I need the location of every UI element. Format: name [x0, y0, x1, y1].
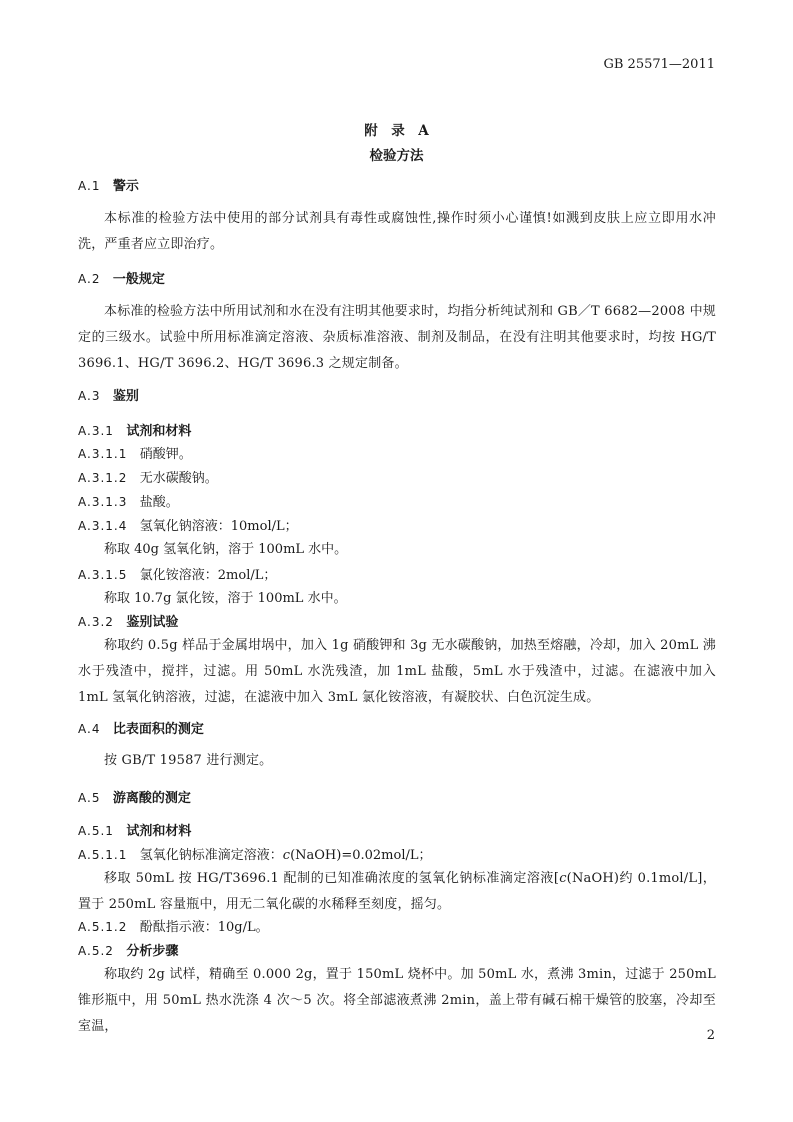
- item-number: A.3.1.3: [78, 495, 128, 509]
- item-text: 氯化铵溶液：2mol/L；: [139, 568, 277, 583]
- item-number: A.5.1.2: [78, 920, 128, 934]
- item-number: A.3.1.5: [78, 568, 128, 582]
- section-a5-heading: [78, 789, 191, 808]
- section-a52-heading: [78, 942, 178, 961]
- section-a2-paragraph: 本标准的检验方法中所用试剂和水在没有注明其他要求时，均指分析纯试剂和 GB／T 6682—2008 中规定的三级水。试验中所用标准滴定溶液、杂质标准溶液、制剂及制品，在没有注明其他要求时，均按 HG/T 3696.1、HG/T 3696.2、HG/T 3696.3 之规定制备。: [78, 304, 716, 371]
- section-a4-paragraph: 按 GB/T 19587 进行测定。: [104, 753, 273, 768]
- section-title: 试剂和材料: [126, 824, 192, 839]
- standard-code: GB 25571—2011: [603, 57, 715, 72]
- section-number: A.5: [78, 791, 101, 805]
- item-a512: [78, 918, 269, 937]
- item-a313: [78, 493, 179, 512]
- section-number: A.3.1: [78, 424, 114, 438]
- item-number: A.3.1.1: [78, 447, 128, 461]
- section-a52-paragraph: 称取约 2g 试样，精确至 0.000 2g，置于 150mL 烧杯中。加 50mL 水，煮沸 3min，过滤于 250mL 锥形瓶中，用 50mL 热水洗涤 4 次～5 次。将全部滤液煮沸 2min，盖上带有碱石棉干燥管的胶塞，冷却至室温，: [78, 967, 716, 1034]
- item-text: 硝酸钾。: [139, 447, 192, 462]
- page-number: 2: [706, 1028, 715, 1043]
- section-a51-heading: [78, 822, 191, 841]
- section-title: 游离酸的测定: [112, 791, 191, 806]
- item-a314-preparation: 称取 40g 氢氧化钠，溶于 100mL 水中。: [104, 542, 348, 557]
- section-a32-paragraph: 称取约 0.5g 样品于金属坩埚中，加入 1g 硝酸钾和 3g 无水碳酸钠，加热至熔融，冷却，加入 20mL 沸水于残渣中，搅拌，过滤。用 50mL 水洗残渣，加 1mL 盐酸，5mL 水于残渣中，过滤。在滤液中加入 1mL 氢氧化钠溶液，过滤，在滤液中加入 3mL 氯化铵溶液，有凝胶状、白色沉淀生成。: [78, 638, 716, 705]
- item-number: A.3.1.4: [78, 519, 128, 533]
- item-text: 氢氧化钠标准滴定溶液：: [139, 848, 283, 863]
- section-number: A.5.2: [78, 944, 114, 958]
- item-a315-preparation: 称取 10.7g 氯化铵，溶于 100mL 水中。: [104, 591, 347, 606]
- item-a314: [78, 517, 298, 536]
- paragraph-text: 移取 50mL 按 HG/T3696.1 配制的已知准确浓度的氢氧化钠标准滴定溶液[: [104, 871, 560, 886]
- item-number: A.5.1.1: [78, 848, 128, 862]
- item-a315: [78, 566, 276, 585]
- paragraph-text: (NaOH)约 0.1mol/L]，置于 250mL 容量瓶中，用无二氧化碳的水稀释至刻度，摇匀。: [78, 871, 716, 912]
- section-a32-heading: [78, 613, 178, 632]
- section-a1-heading: [78, 177, 139, 196]
- concentration-symbol: c: [559, 871, 567, 886]
- item-a311: [78, 445, 192, 464]
- item-number: A.3.1.2: [78, 471, 128, 485]
- appendix-title: 检验方法: [369, 148, 424, 164]
- section-number: A.3: [78, 389, 101, 403]
- section-number: A.2: [78, 272, 101, 286]
- item-text: (NaOH)=0.02mol/L；: [290, 848, 432, 863]
- section-title: 鉴别: [112, 389, 139, 404]
- item-a511: [78, 846, 432, 865]
- section-title: 试剂和材料: [126, 424, 192, 439]
- section-a1-paragraph: 本标准的检验方法中使用的部分试剂具有毒性或腐蚀性,操作时须小心谨慎!如溅到皮肤上应立即用水冲洗，严重者应立即治疗。: [78, 211, 716, 252]
- section-number: A.5.1: [78, 824, 114, 838]
- section-title: 分析步骤: [126, 944, 179, 959]
- section-title: 一般规定: [112, 272, 165, 287]
- section-a31-heading: [78, 422, 191, 441]
- item-text: 酚酞指示液：10g/L。: [139, 920, 269, 935]
- item-text: 无水碳酸钠。: [139, 471, 218, 486]
- concentration-symbol: c: [282, 848, 291, 863]
- section-a4-heading: [78, 720, 204, 739]
- section-a3-heading: [78, 387, 139, 406]
- appendix-label: 附 录 A: [364, 123, 429, 139]
- item-a312: [78, 469, 218, 488]
- section-title: 鉴别试验: [126, 615, 179, 630]
- section-title: 比表面积的测定: [112, 722, 204, 737]
- item-a511-paragraph: [78, 866, 716, 918]
- section-number: A.3.2: [78, 615, 114, 629]
- section-title: 警示: [112, 179, 139, 194]
- item-text: 盐酸。: [139, 495, 179, 510]
- section-a2-heading: [78, 270, 165, 289]
- section-number: A.1: [78, 179, 101, 193]
- item-text: 氢氧化钠溶液：10mol/L；: [139, 519, 298, 534]
- section-number: A.4: [78, 722, 101, 736]
